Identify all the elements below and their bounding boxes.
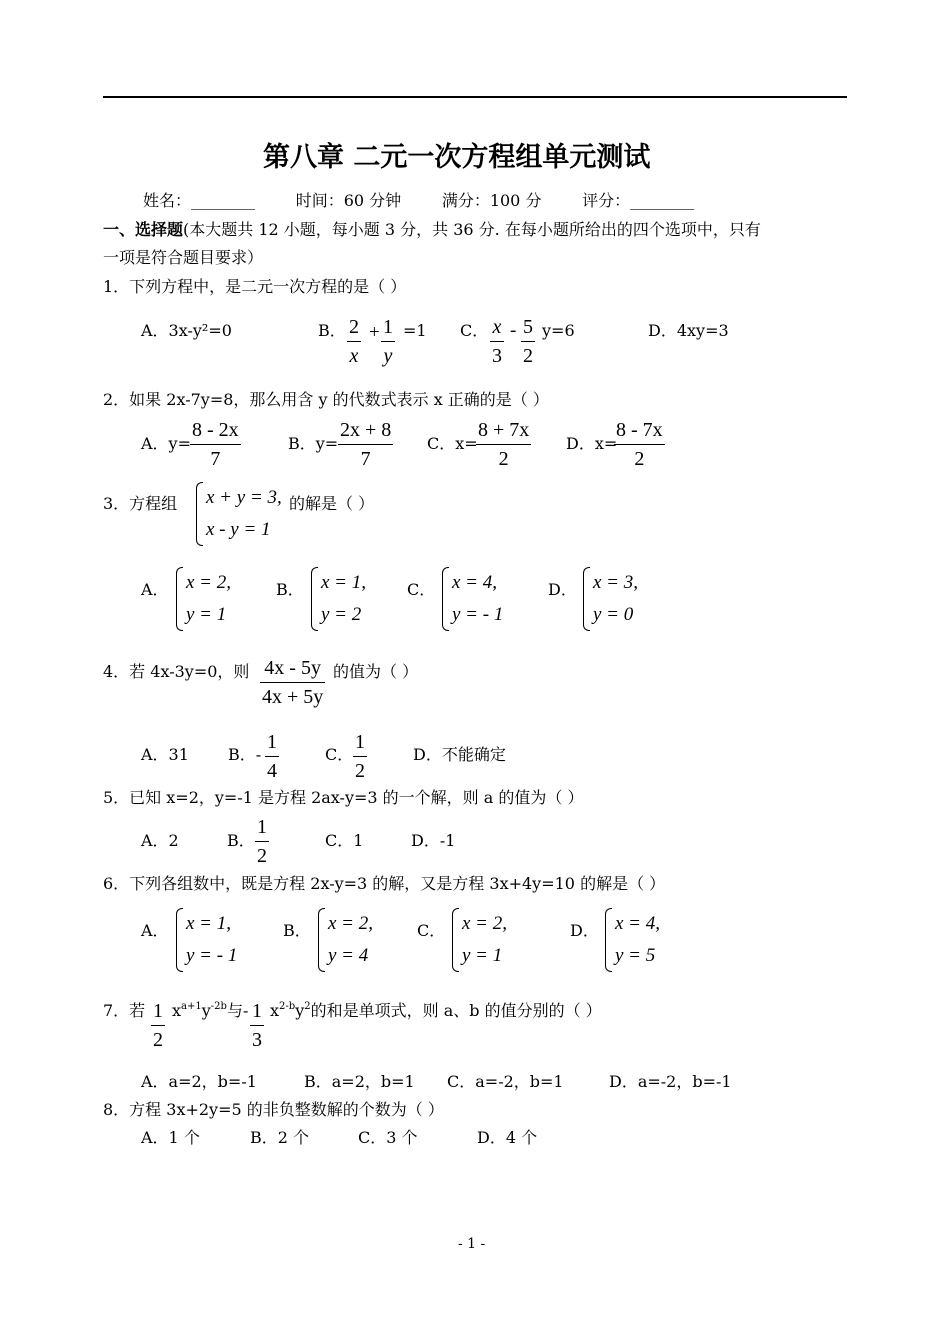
q6-option-b-label: B．: [283, 921, 311, 940]
q3-option-a-label: A．: [141, 580, 169, 599]
section-heading: [103, 222, 761, 238]
q5-option-d: D．-1: [411, 831, 456, 850]
q3-option-b-label: B．: [276, 580, 304, 599]
q3-option-c-system: x = 4, y = - 1: [442, 567, 503, 631]
q3-option-d-label: D．: [548, 580, 577, 599]
q3-equation-system: x + y = 3, x - y = 1: [196, 482, 282, 546]
q6-stem: 6．下列各组数中，既是方程 2x-y=3 的解，又是方程 3x+4y=10 的解是（ ）: [103, 874, 666, 893]
q3-option-c-label: C．: [407, 580, 436, 599]
q3-option-d-system: x = 3, y = 0: [583, 567, 638, 631]
q7-option-a: A．a=2，b=-1: [141, 1072, 257, 1091]
q1-option-a: A．3x-y²=0: [141, 321, 232, 340]
q6-option-b-system: x = 2, y = 4: [318, 908, 373, 972]
q5-option-c: C．1: [325, 831, 364, 850]
q4-option-a: A．31: [141, 745, 189, 764]
q7-term-2: $x^{2-b}y^2$的和是单项式，则 a、b 的值分别的（ ）: [270, 1001, 602, 1020]
q1-stem: 1．下列方程中，是二元一次方程的是（ ）: [103, 277, 407, 296]
q7-stem-prefix: 7．若: [103, 1001, 146, 1020]
q8-stem: 8．方程 3x+2y=5 的非负整数解的个数为（ ）: [103, 1100, 444, 1119]
q4-stem-prefix: 4．若 4x-3y=0，则: [103, 662, 250, 681]
q1-option-c-label: C．: [460, 321, 489, 340]
q3-option-b-system: x = 1, y = 2: [311, 567, 366, 631]
q3-option-a-system: x = 2, y = 1: [176, 567, 231, 631]
q1-b-suffix: =1: [403, 321, 427, 340]
q8-option-c: C．3 个: [358, 1128, 418, 1147]
q7-option-b: B．a=2，b=1: [304, 1072, 415, 1091]
q5-option-a: A．2: [141, 831, 179, 850]
q1-c-suffix: y=6: [542, 321, 575, 340]
section-label: 一、选择题: [103, 220, 184, 239]
q4-option-d: D．不能确定: [413, 745, 506, 764]
q4-option-b-label: B．-: [228, 745, 262, 764]
page-title: 第八章 二元一次方程组单元测试: [263, 142, 651, 173]
q4-option-c-label: C．: [325, 745, 354, 764]
q5-b-fraction: 1 2: [257, 816, 267, 867]
q2-option-a-label: A．y=: [141, 434, 192, 453]
q7-term-1: $x^{a+1}y^{-2b}$与-: [172, 1001, 249, 1020]
q1-b-fraction-1: 2 x: [349, 316, 359, 367]
q1-c-fraction-1: x 3: [492, 316, 502, 367]
q8-option-a: A．1 个: [141, 1128, 200, 1147]
section-desc-2: 一项是符合题目要求）: [103, 248, 264, 267]
q2-option-b-label: B．y=: [288, 434, 339, 453]
q1-c-fraction-2: 5 2: [523, 316, 533, 367]
q2-a-fraction: 8 - 2x 7: [192, 419, 239, 470]
q1-b-fraction-2: 1 y: [383, 316, 393, 367]
q3-stem-prefix: 3．方程组: [103, 494, 178, 513]
q8-option-d: D．4 个: [477, 1128, 538, 1147]
q2-option-c-label: C．x=: [427, 434, 478, 453]
student-info-line: 姓名：________ 时间：60 分钟 满分：100 分 评分：________: [143, 191, 695, 210]
page-number: - 1 -: [458, 1236, 486, 1252]
q6-option-c-system: x = 2, y = 1: [452, 908, 507, 972]
q2-d-fraction: 8 - 7x 2: [616, 419, 663, 470]
header-rule: [103, 96, 847, 98]
q4-stem-suffix: 的值为（ ）: [333, 662, 419, 681]
q6-option-c-label: C．: [417, 921, 446, 940]
q4-fraction: 4x - 5y 4x + 5y: [262, 657, 324, 708]
q2-c-fraction: 8 + 7x 2: [478, 419, 530, 470]
q5-option-b-label: B．: [227, 831, 255, 850]
q7-option-c: C．a=-2，b=1: [447, 1072, 564, 1091]
q4-c-fraction: 1 2: [355, 731, 365, 782]
q1-b-plus: +: [369, 322, 380, 343]
section-desc-1: (本大题共 12 小题，每小题 3 分，共 36 分. 在每小题所给出的四个选项中，只有: [183, 220, 761, 239]
q3-stem-suffix: 的解是（ ）: [289, 494, 375, 513]
q1-c-minus: -: [510, 320, 517, 341]
q5-stem: 5．已知 x=2，y=-1 是方程 2ax-y=3 的一个解，则 a 的值为（ ）: [103, 788, 584, 807]
q1-option-b-label: B．: [318, 321, 346, 340]
q2-stem: 2．如果 2x-7y=8，那么用含 y 的代数式表示 x 正确的是（ ）: [103, 390, 549, 409]
q1-option-d: D．4xy=3: [648, 321, 729, 340]
q6-option-d-system: x = 4, y = 5: [605, 908, 660, 972]
q6-option-a-system: x = 1, y = - 1: [176, 908, 237, 972]
q6-option-d-label: D．: [570, 921, 599, 940]
q6-option-a-label: A．: [141, 921, 169, 940]
q4-b-fraction: 1 4: [267, 731, 277, 782]
q7-option-d: D．a=-2，b=-1: [609, 1072, 732, 1091]
q7-fraction-1: 1 2: [153, 1000, 163, 1051]
q2-b-fraction: 2x + 8 7: [340, 419, 392, 470]
q7-fraction-2: 1 3: [252, 1000, 262, 1051]
q2-option-d-label: D．x=: [566, 434, 618, 453]
q8-option-b: B．2 个: [250, 1128, 310, 1147]
